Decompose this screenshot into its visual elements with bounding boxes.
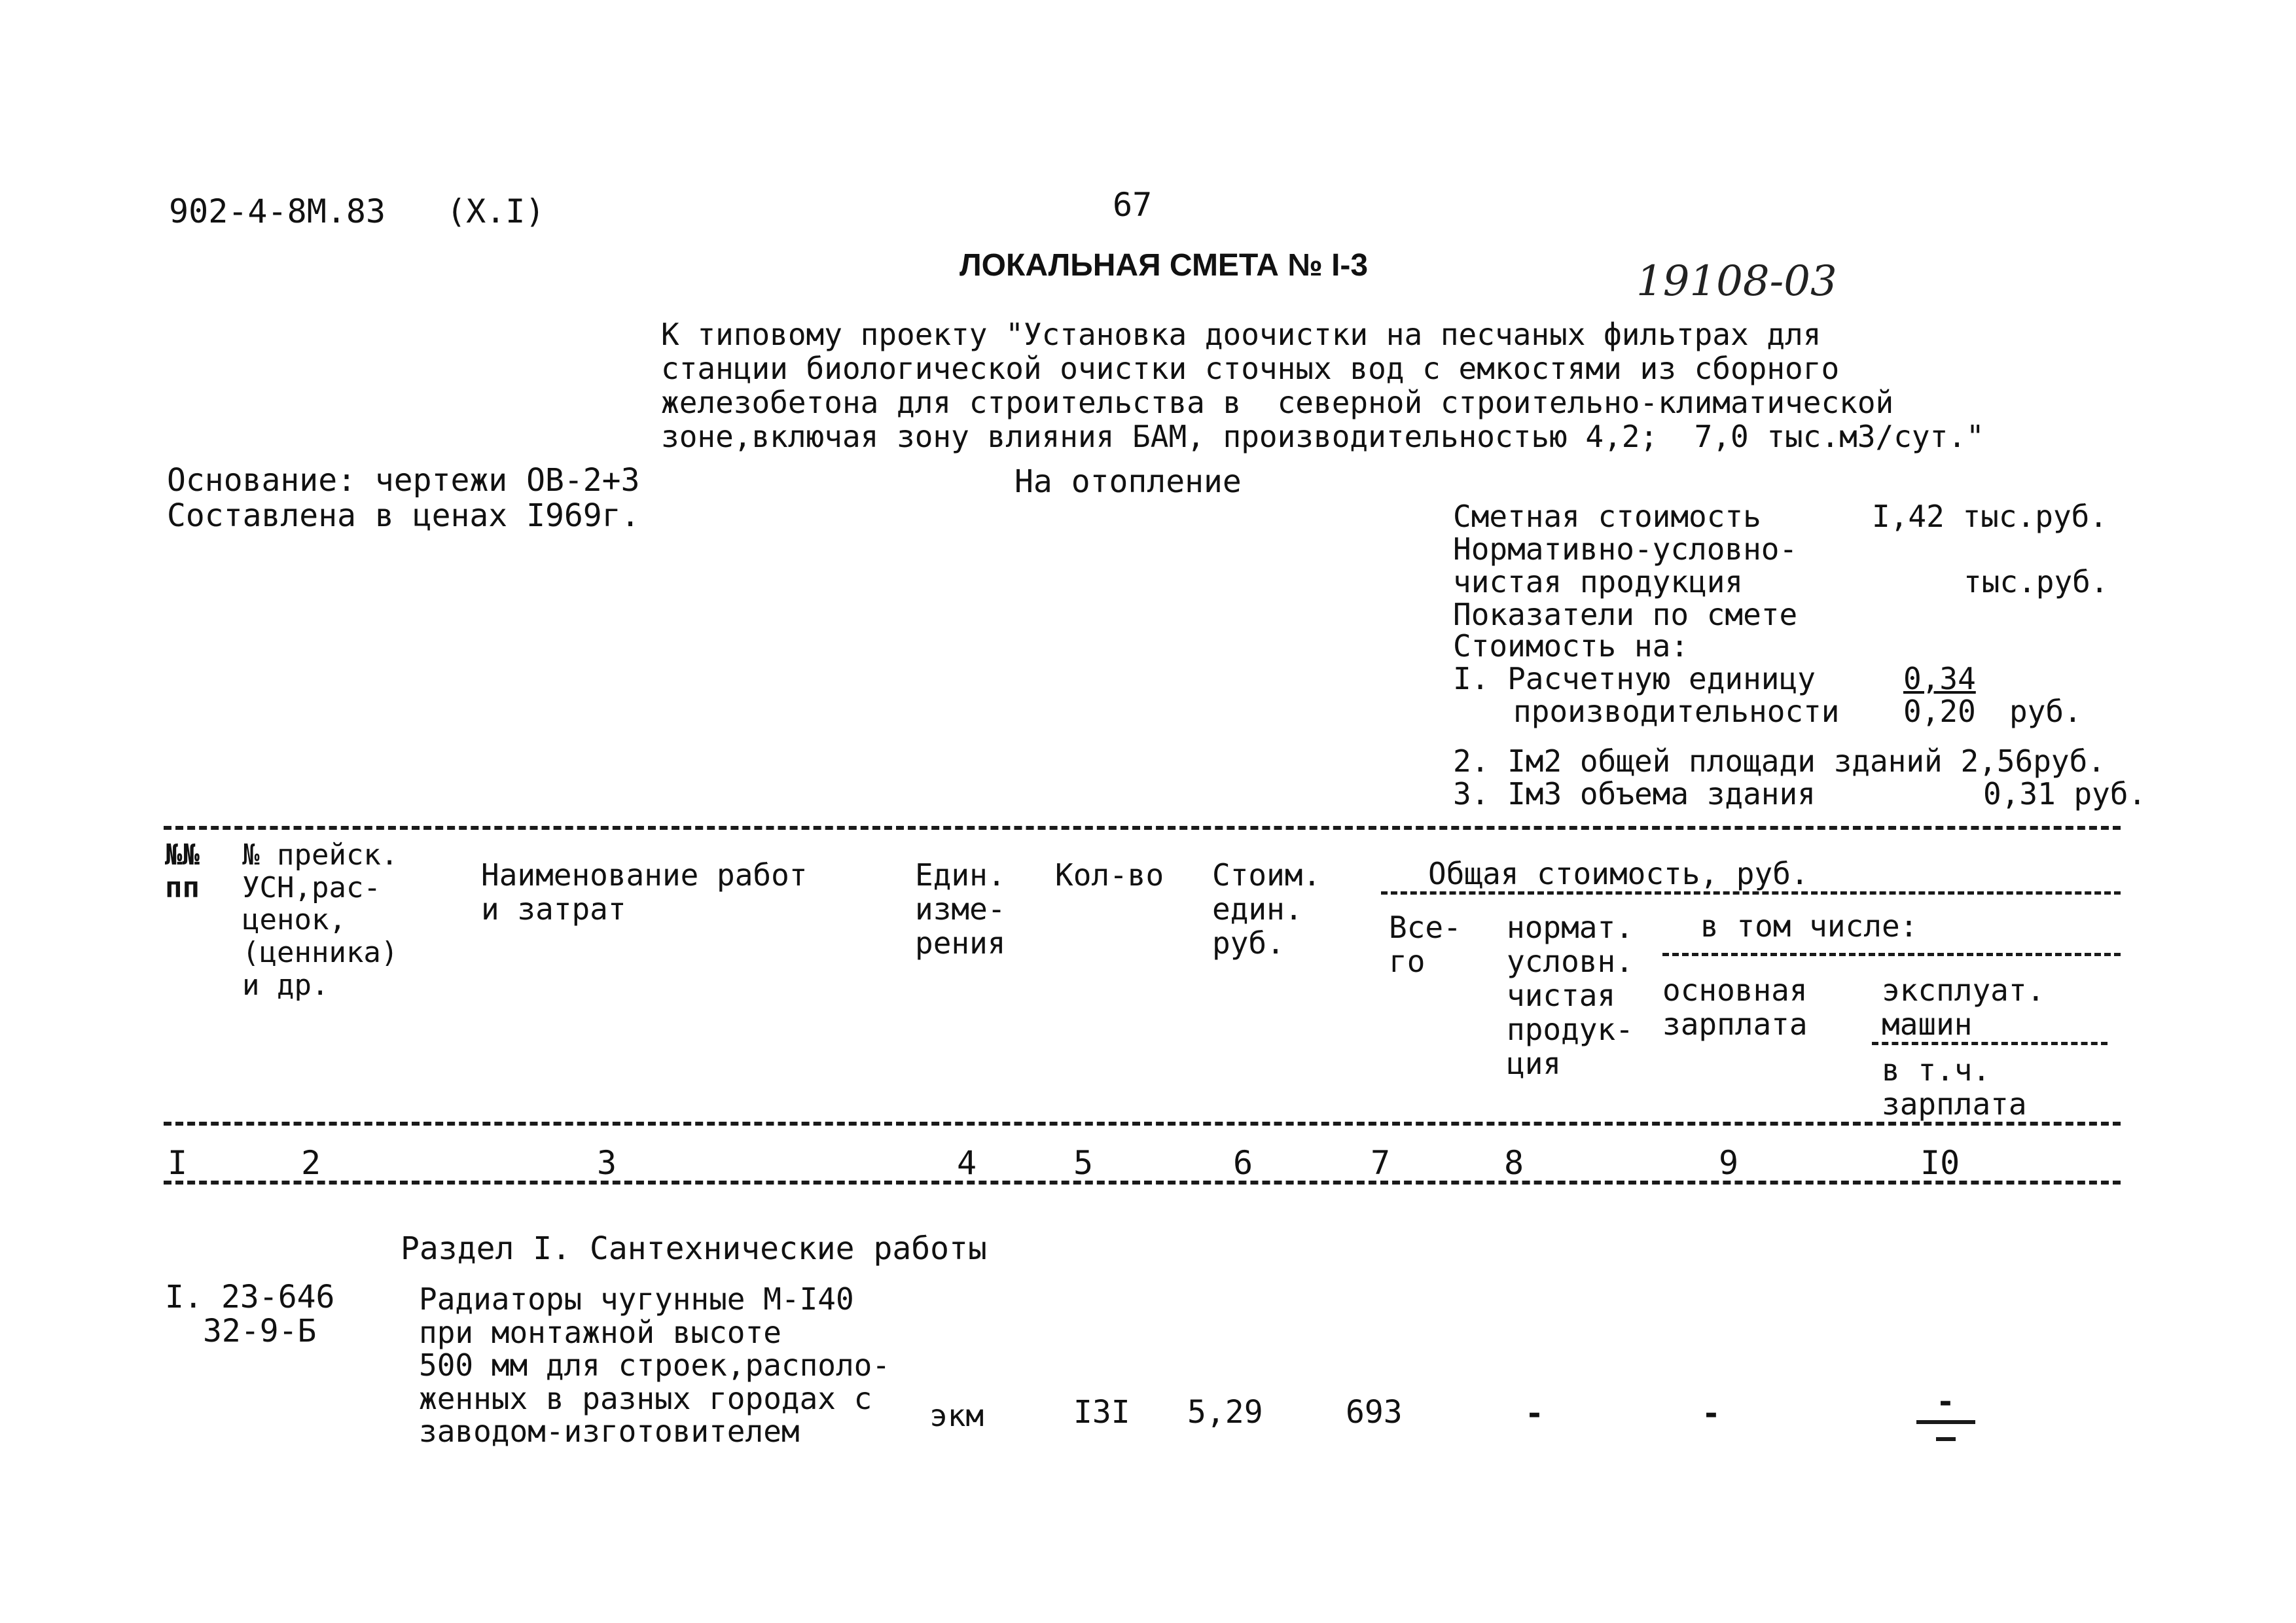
normative-product-value: тыс.руб. bbox=[1964, 564, 2109, 599]
column-header-machines: эксплуат. машин bbox=[1882, 972, 2045, 1042]
column-numbers-rule bbox=[164, 1181, 2121, 1185]
basis-prices: Составлена в ценах I969г. bbox=[167, 497, 640, 534]
column-header-name: Наименование работ и затрат bbox=[481, 857, 808, 927]
row-number: I. bbox=[165, 1279, 203, 1315]
row-pricelist-code-2: 32-9-Б bbox=[203, 1313, 317, 1349]
column-number: 4 bbox=[957, 1144, 977, 1182]
column-number: 3 bbox=[597, 1144, 617, 1182]
row-machines: - bbox=[1936, 1383, 1955, 1420]
estimated-cost-label: Сметная стоимость bbox=[1453, 499, 1761, 534]
row-work-name: Радиаторы чугунные М-I40 при монтажной высоте 500 мм для строек,располо- женных в разных городах с заводом-изготовителем bbox=[419, 1281, 891, 1450]
row-machines-salary-dash bbox=[1936, 1437, 1956, 1441]
header-bottom-rule bbox=[164, 1122, 2121, 1126]
column-header-total-cost: Общая стоимость, руб. bbox=[1428, 856, 1809, 891]
indicator-unit-currency: руб. bbox=[2009, 694, 2082, 729]
indicator-volume-label: 3. Iм3 объема здания bbox=[1453, 776, 1816, 812]
estimate-purpose: На отопление bbox=[1014, 463, 1242, 500]
row-total: 693 bbox=[1346, 1394, 1403, 1431]
project-line-2: станции биологической очистки сточных вод с емкостями из сборного bbox=[661, 351, 1840, 386]
normative-product-label-1: Нормативно-условно- bbox=[1453, 531, 1798, 567]
table-top-rule bbox=[164, 826, 2121, 830]
indicator-unit-label: I. Расчетную единицу bbox=[1453, 661, 1816, 696]
project-line-3: железобетона для строительства в северной строительно-климатической bbox=[661, 385, 1894, 420]
section-title: Раздел I. Сантехнические работы bbox=[401, 1230, 987, 1267]
basis-drawings: Основание: чертежи ОВ-2+3 bbox=[167, 462, 640, 499]
column-header-including: в том числе: bbox=[1700, 908, 1918, 944]
column-number: 8 bbox=[1504, 1144, 1524, 1182]
column-number: I bbox=[168, 1144, 188, 1182]
column-header-unit: Един. изме- рения bbox=[915, 857, 1006, 961]
row-unit-cost: 5,29 bbox=[1187, 1394, 1263, 1431]
estimated-cost-value: I,42 тыс.руб. bbox=[1872, 499, 2108, 534]
machines-rule bbox=[1872, 1042, 2108, 1045]
indicator-capacity-label: производительности bbox=[1513, 694, 1840, 729]
indicators-heading: Показатели по смете bbox=[1453, 597, 1798, 632]
row-quantity: I3I bbox=[1073, 1394, 1130, 1431]
column-number: 2 bbox=[301, 1144, 321, 1182]
column-header-number: №№ пп bbox=[165, 838, 200, 904]
column-number: 7 bbox=[1371, 1144, 1391, 1182]
cost-per-heading: Стоимость на: bbox=[1453, 628, 1689, 664]
column-header-machine-salary: в т.ч. зарплата bbox=[1882, 1052, 2027, 1122]
column-number: 5 bbox=[1073, 1144, 1094, 1182]
column-header-normative: нормат. условн. чистая продук- ция bbox=[1507, 910, 1634, 1081]
document-code: 902-4-8М.83 bbox=[169, 192, 386, 230]
including-rule bbox=[1662, 953, 2121, 956]
handwritten-number: 19108-03 bbox=[1636, 257, 1837, 306]
indicator-area: 2. Iм2 общей площади зданий 2,56руб. bbox=[1453, 743, 2106, 779]
column-header-pricelist: № прейск. УСН,рас- ценок, (ценника) и др. bbox=[242, 838, 399, 1002]
row-pricelist-code: 23-646 bbox=[221, 1279, 335, 1315]
estimate-title: ЛОКАЛЬНАЯ СМЕТА № I-3 bbox=[960, 248, 1369, 283]
row-normative: - bbox=[1525, 1395, 1544, 1432]
indicator-unit-value-2: 0,20 bbox=[1903, 694, 1976, 729]
column-number: I0 bbox=[1920, 1144, 1960, 1182]
row-salary: - bbox=[1702, 1395, 1721, 1432]
column-number: 9 bbox=[1719, 1144, 1739, 1182]
column-header-total: Все- го bbox=[1389, 910, 1462, 979]
project-line-4: зоне,включая зону влияния БАМ, производительностью 4,2; 7,0 тыс.м3/сут." bbox=[661, 419, 1984, 454]
normative-product-label-2: чистая продукция bbox=[1453, 564, 1744, 599]
album-number: (X.I) bbox=[446, 192, 545, 230]
page-number: 67 bbox=[1113, 186, 1153, 224]
indicator-unit-value-1: 0,34 bbox=[1903, 661, 1976, 696]
indicator-volume-value: 0,31 руб. bbox=[1983, 776, 2147, 812]
row-machines-fraction-bar bbox=[1916, 1420, 1975, 1424]
project-line-1: К типовому проекту "Установка доочистки на песчаных фильтрах для bbox=[661, 317, 1821, 352]
row-unit: экм bbox=[929, 1398, 984, 1433]
column-header-unit-cost: Стоим. един. руб. bbox=[1212, 857, 1321, 961]
column-header-salary: основная зарплата bbox=[1662, 972, 1808, 1042]
total-cost-rule bbox=[1381, 891, 2121, 895]
column-number: 6 bbox=[1233, 1144, 1253, 1182]
column-header-quantity: Кол-во bbox=[1055, 857, 1164, 893]
